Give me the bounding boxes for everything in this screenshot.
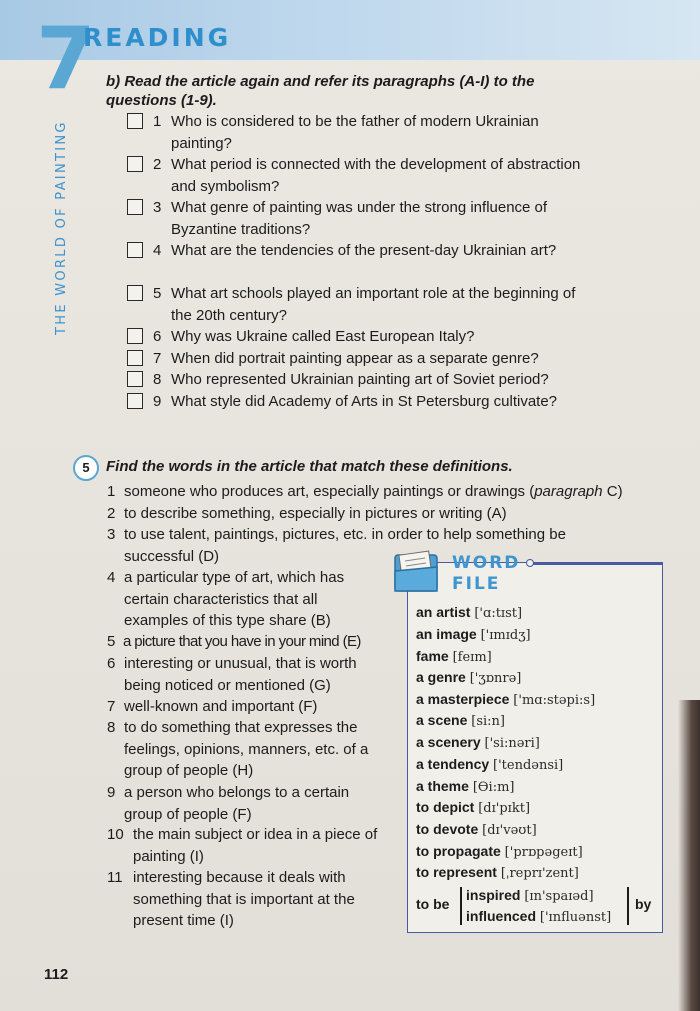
definition-item: [107, 867, 397, 933]
bracket-right: [627, 887, 629, 925]
word-entry: a scene [si:n]: [416, 712, 505, 729]
section-title: READING: [83, 23, 232, 52]
word-entry: fame [feɪm]: [416, 648, 492, 665]
definition-number: 1: [107, 483, 116, 500]
question-item: [127, 154, 597, 197]
word-entry: a tendency ['tendənsi]: [416, 756, 564, 773]
definition-number: 4: [107, 569, 116, 586]
exercise-5-instruction: Find the words in the article that match these definitions.: [106, 458, 513, 475]
question-item: [127, 197, 597, 240]
definition-number: 7: [107, 698, 116, 715]
definition-text: well-known and important (F): [124, 698, 318, 715]
answer-checkbox[interactable]: [127, 156, 143, 172]
definition-text: a particular type of art, which has certain characteristics that all examples of this type share (B): [124, 569, 345, 629]
page-number: 112: [44, 966, 69, 983]
definition-text: the main subject or idea in a piece of painting (I): [133, 826, 378, 865]
definition-text: a picture that you have in your mind (E): [123, 633, 361, 650]
definition-number: 10: [107, 826, 124, 843]
definition-number: 11: [107, 869, 123, 886]
definition-number: 8: [107, 719, 116, 736]
definition-number: 3: [107, 526, 116, 543]
word-entry: a masterpiece ['mɑ:stəpi:s]: [416, 691, 596, 708]
question-item: [127, 240, 597, 283]
page-edge-shadow: [678, 700, 700, 1011]
to-be-prefix: to be: [416, 896, 450, 912]
definition-item: [107, 824, 397, 868]
word-entry: to propagate ['prɒpəgeɪt]: [416, 843, 583, 860]
question-item: [127, 111, 597, 154]
answer-checkbox[interactable]: [127, 393, 143, 409]
definition-item: [107, 567, 367, 633]
question-number: 5: [153, 285, 162, 302]
exercise-number-badge: 5: [73, 455, 99, 481]
definition-text: to use talent, paintings, pictures, etc. in order to help something be successful (D): [124, 526, 566, 565]
definition-number: 2: [107, 505, 116, 522]
word-file-rule: [530, 563, 663, 565]
to-be-option: inspired [ɪn'spaɪəd]: [466, 887, 594, 904]
answer-checkbox[interactable]: [127, 199, 143, 215]
question-text: When did portrait painting appear as a separate genre?: [171, 349, 539, 367]
question-number: 3: [153, 199, 162, 216]
question-text: Why was Ukraine called East European Italy?: [171, 328, 475, 345]
definition-number: 9: [107, 784, 116, 801]
definition-text: a person who belongs to a certain group of people (F): [124, 784, 350, 823]
definition-number: 6: [107, 655, 116, 672]
definition-item: [107, 782, 367, 826]
word-file-rule-dot: [526, 559, 534, 567]
word-entry: to represent [ˌreprɪ'zent]: [416, 864, 579, 881]
word-entry: to devote [dɪ'vəʊt]: [416, 821, 537, 838]
definition-number: 5: [107, 633, 116, 650]
question-text: What art schools played an important role at the beginning of the 20th century?: [171, 285, 576, 324]
definition-text: to do something that expresses the feelings, opinions, manners, etc. of a group of people (H): [124, 719, 369, 779]
word-entry: to depict [dɪ'pɪkt]: [416, 799, 531, 816]
exercise-b-instruction: b) Read the article again and refer its paragraphs (A-I) to the questions (1-9).: [106, 73, 535, 109]
definition-text: to describe something, especially in pictures or writing (A): [124, 505, 507, 522]
word-entry: a scenery ['si:nəri]: [416, 734, 540, 751]
question-text: What period is connected with the development of abstraction and symbolism?: [171, 156, 581, 195]
definition-item: [107, 481, 667, 503]
answer-checkbox[interactable]: [127, 350, 143, 366]
question-text: What genre of painting was under the strong influence of Byzantine traditions?: [171, 199, 548, 238]
word-file-title: WORD FILE: [452, 553, 521, 594]
question-number: 4: [153, 242, 162, 259]
to-be-option: influenced ['ɪnfluənst]: [466, 908, 612, 925]
definition-text: interesting because it deals with something that is important at the present time (I): [133, 869, 355, 929]
answer-checkbox[interactable]: [127, 285, 143, 301]
definition-item: [107, 717, 397, 783]
side-label: THE WORLD OF PAINTING: [54, 120, 69, 335]
question-number: 7: [153, 349, 162, 367]
word-entry: an artist ['ɑ:tɪst]: [416, 604, 523, 621]
definition-item: [107, 696, 367, 718]
question-item: [127, 283, 597, 326]
question-item: [127, 326, 597, 348]
answer-checkbox[interactable]: [127, 242, 143, 258]
answer-checkbox[interactable]: [127, 371, 143, 387]
folder-icon: [392, 549, 442, 597]
to-be-suffix: by: [635, 896, 652, 912]
question-text: Who represented Ukrainian painting art of Soviet period?: [171, 371, 549, 389]
answer-checkbox[interactable]: [127, 328, 143, 344]
question-list: [127, 111, 597, 434]
unit-number: 7: [36, 9, 92, 109]
definition-text: someone who produces art, especially paintings or drawings (paragraph C): [124, 483, 623, 500]
question-number: 9: [153, 392, 162, 410]
question-item: [127, 369, 597, 391]
answer-checkbox[interactable]: [127, 113, 143, 129]
question-text: Who is considered to be the father of modern Ukrainian painting?: [171, 113, 539, 152]
question-number: 1: [153, 113, 162, 130]
question-number: 6: [153, 328, 162, 345]
definition-text: interesting or unusual, that is worth being noticed or mentioned (G): [124, 655, 357, 694]
word-entry: an image ['ɪmɪdʒ]: [416, 626, 531, 643]
word-entry: a genre ['ʒɒnrə]: [416, 669, 522, 686]
question-text: What are the tendencies of the present-day Ukrainian art?: [171, 242, 557, 259]
question-text: What style did Academy of Arts in St Petersburg cultivate?: [171, 392, 558, 410]
question-item: [127, 391, 597, 434]
definition-item: [107, 503, 667, 525]
question-item: [127, 348, 597, 370]
bracket-left: [460, 887, 462, 925]
word-entry: a theme [Өi:m]: [416, 778, 515, 795]
question-number: 2: [153, 156, 162, 173]
definition-item: [107, 631, 397, 653]
definition-item: [107, 653, 367, 697]
question-number: 8: [153, 371, 162, 389]
